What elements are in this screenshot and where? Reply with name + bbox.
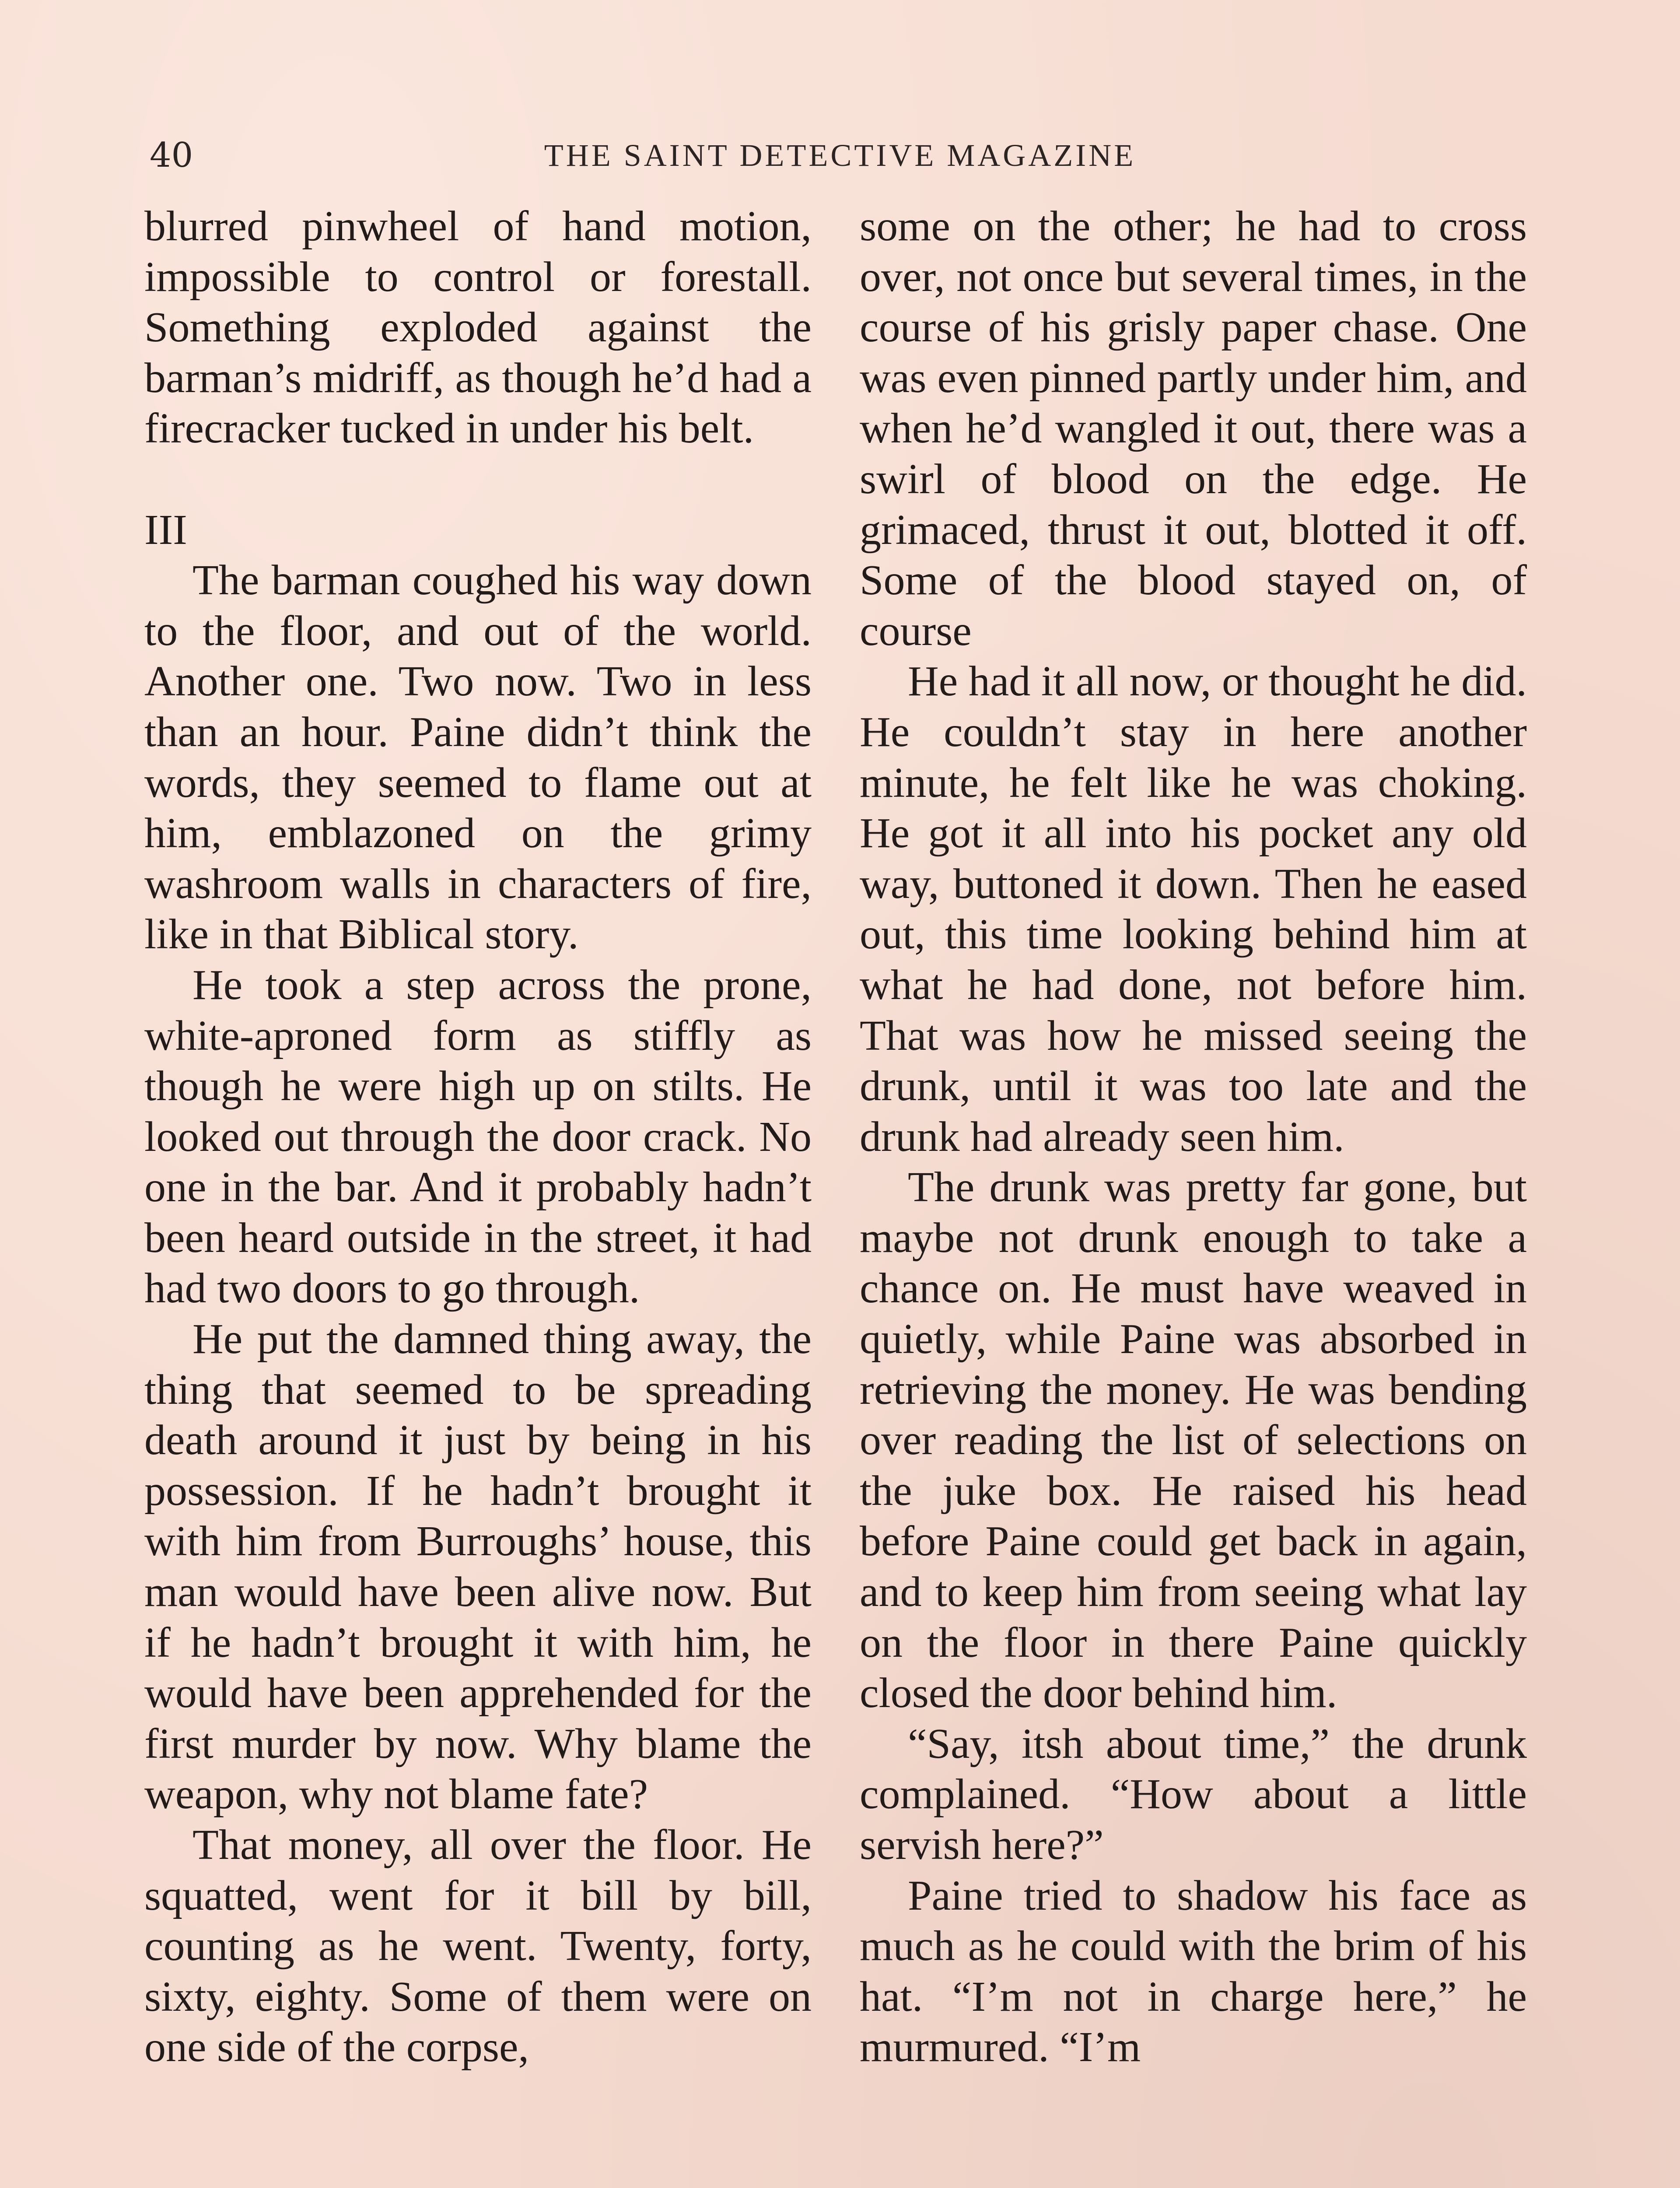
paragraph: The drunk was pretty far gone, but maybe not drunk enough to take a chance on. He must have weaved in quietly, while Paine was absorbed in retrieving the money. He was bending over reading the list of selections on the juke box. He raised his head before Paine could get back in again, and to keep him from seeing what lay on the floor in there Paine quickly closed the door behind him. [860, 1164, 1527, 1717]
paragraph: some on the other; he had to cross over, not once but several times, in the course of his grisly paper chase. One was even pinned partly under him, and when he’d wangled it out, there was a swirl of blood on the edge. He grimaced, thrust it out, blotted it off. Some of the blood stayed on, of course [860, 203, 1527, 655]
paragraph: He took a step across the prone, white-aproned form as stiffly as though he were high up on stilts. He looked out through the door crack. No one in the bar. And it probably hadn’t been heard outside in the street, it had had two doors to go through. [144, 961, 812, 1312]
page-number: 40 [150, 136, 193, 175]
paragraph: That money, all over the floor. He squatted, went for it bill by bill, counting as he went. Twenty, forty, sixty, eighty. Some of them were on one side of the corpse, [144, 1821, 812, 2071]
running-head-title: THE SAINT DETECTIVE MAGAZINE [544, 138, 1136, 173]
paragraph: Paine tried to shadow his face as much as he could with the brim of his hat. “I’m not in charge here,” he murmured. “I’m [860, 1872, 1527, 2071]
text-column-right [860, 201, 1527, 2073]
paragraph: blurred pinwheel of hand motion, impossible to control or forestall. Something exploded against the barman’s midriff, as though he’d had a firecracker tucked in under his belt. [144, 203, 812, 452]
paragraph: He had it all now, or thought he did. He couldn’t stay in here another minute, he felt like he was choking. He got it all into his pocket any old way, buttoned it down. Then he eased out, this time looking behind him at what he had done, not before him. That was how he missed seeing the drunk, until it was too late and the drunk had already seen him. [860, 658, 1527, 1161]
section-heading: III [144, 506, 187, 554]
paragraph: The barman coughed his way down to the floor, and out of the world. Another one. Two now. Two in less than an hour. Paine didn’t think the words, they seemed to flame out at him, emblazoned on the grimy washroom walls in characters of fire, like in that Biblical story. [144, 557, 812, 958]
page-header [144, 131, 1536, 179]
paragraph: He put the damned thing away, the thing that seemed to be spreading death around it just by being in his possession. If he hadn’t brought it with him from Burroughs’ house, this man would have been alive now. But if he hadn’t brought it with him, he would have been apprehended for the first murder by now. Why blame the weapon, why not blame fate? [144, 1315, 812, 1818]
paragraph: “Say, itsh about time,” the drunk complained. “How about a little servish here?” [860, 1720, 1527, 1869]
text-column-left [144, 201, 812, 2073]
